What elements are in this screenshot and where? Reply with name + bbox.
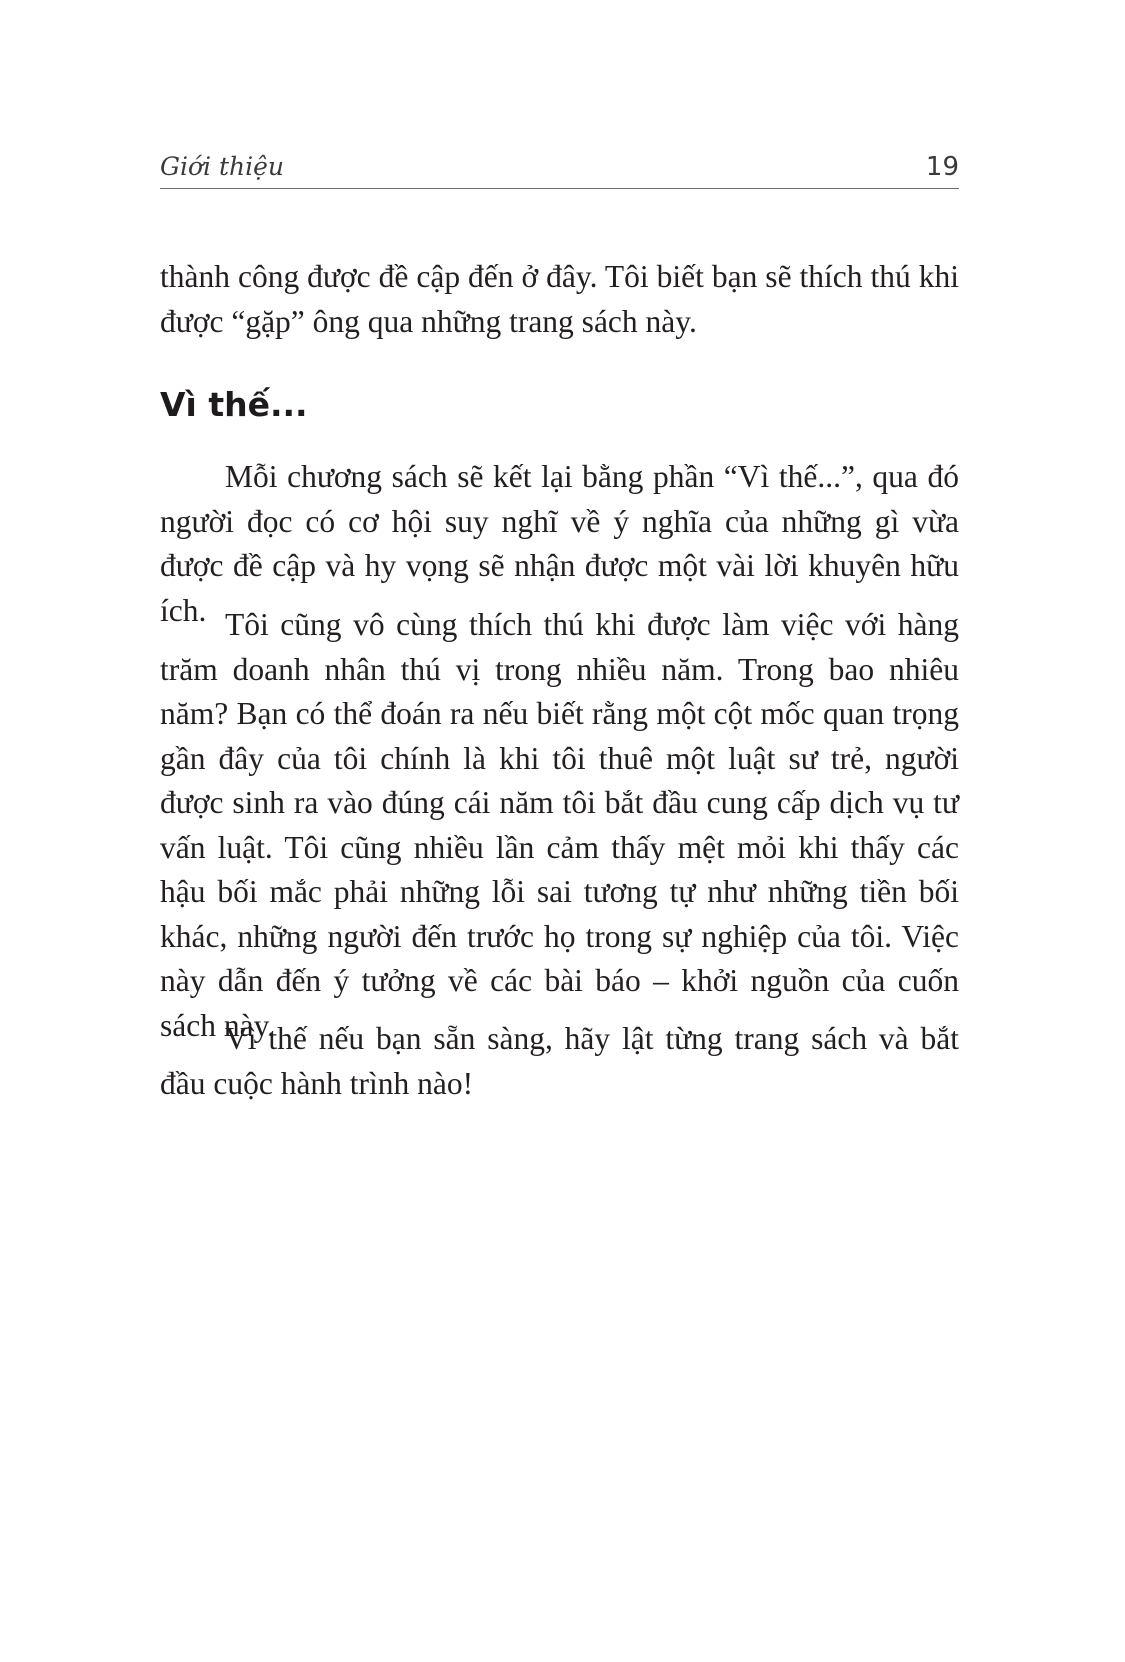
body-paragraph: Mỗi chương sách sẽ kết lại bằng phần “Vì thế...”, qua đó người đọc có cơ hội suy nghĩ về ý nghĩa của những gì vừa được đề cập và hy vọng sẽ nhận được một vài lời khuyên hữu ích. <box>160 459 959 628</box>
section-heading: Vì thế... <box>160 385 308 424</box>
body-paragraph: Vì thế nếu bạn sẵn sàng, hãy lật từng trang sách và bắt đầu cuộc hành trình nào! <box>160 1021 959 1101</box>
page-number: 19 <box>925 152 959 182</box>
continuation-paragraph: thành công được đề cập đến ở đây. Tôi biết bạn sẽ thích thú khi được “gặp” ông qua những trang sách này. <box>160 259 959 339</box>
running-title: Giới thiệu <box>160 152 284 181</box>
body-paragraph: Tôi cũng vô cùng thích thú khi được làm việc với hàng trăm doanh nhân thú vị trong nhiều năm. Trong bao nhiêu năm? Bạn có thể đoán ra nếu biết rằng một cột mốc quan trọng gần đây của tôi chính là khi tôi thuê một luật sư trẻ, người được sinh ra vào đúng cái năm tôi bắt đầu cung cấp dịch vụ tư vấn luật. Tôi cũng nhiều lần cảm thấy mệt mỏi khi thấy các hậu bối mắc phải những lỗi sai tương tự như những tiền bối khác, những người đến trước họ trong sự nghiệp của tôi. Việc này dẫn đến ý tưởng về các bài báo – khởi nguồn của cuốn sách này. <box>160 607 959 1043</box>
running-header <box>160 148 959 189</box>
